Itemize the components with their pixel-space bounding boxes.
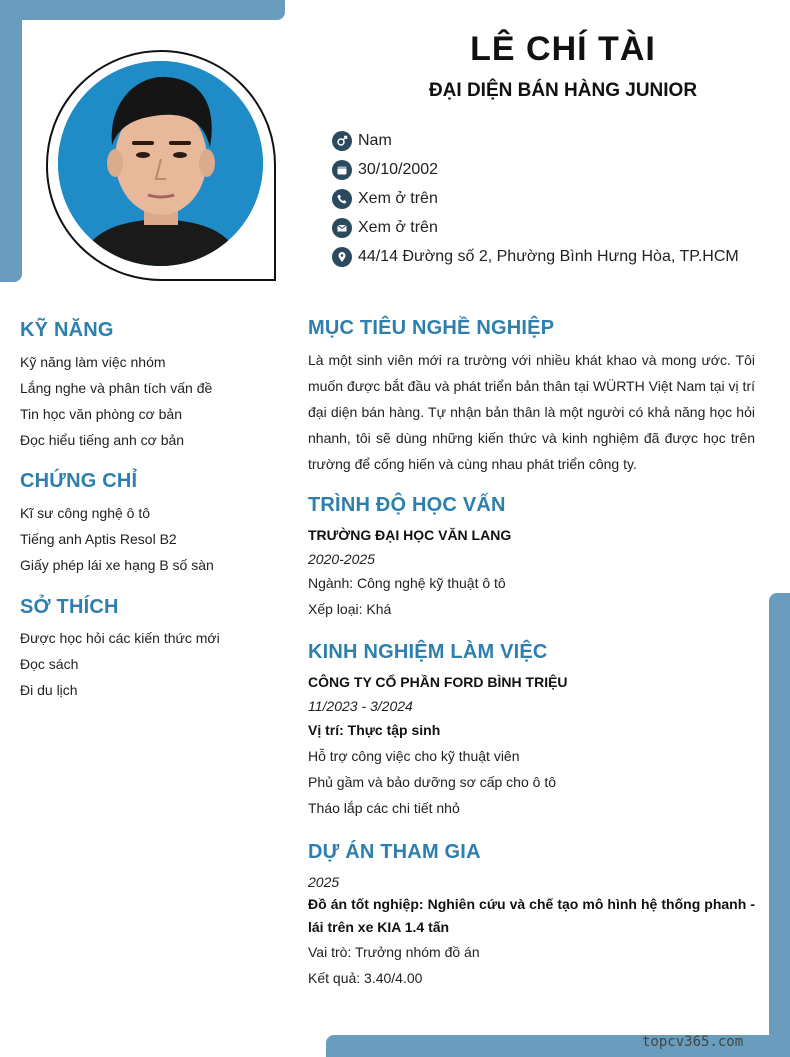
education-rank: Xếp loại: Khá xyxy=(308,601,392,617)
calendar-icon xyxy=(332,160,352,180)
certificate-item: Giấy phép lái xe hạng B số sàn xyxy=(20,557,214,573)
experience-position: Vị trí: Thực tập sinh xyxy=(308,722,441,738)
contact-email xyxy=(332,216,438,240)
skill-item: Đọc hiểu tiếng anh cơ bản xyxy=(20,432,185,448)
projects-heading: DỰ ÁN THAM GIA xyxy=(308,841,481,863)
experience-task: Tháo lắp các chi tiết nhỏ xyxy=(308,800,460,816)
project-year: 2025 xyxy=(308,874,340,890)
experience-task: Phủ gầm và bảo dưỡng sơ cấp cho ô tô xyxy=(308,774,556,790)
candidate-name: LÊ CHÍ TÀI xyxy=(470,30,656,68)
contact-phone xyxy=(332,187,438,211)
experience-task: Hỗ trợ công việc cho kỹ thuật viên xyxy=(308,748,520,764)
contact-value[interactable]: Xem ở trên xyxy=(358,219,438,236)
job-title: ĐẠI DIỆN BÁN HÀNG JUNIOR xyxy=(428,80,698,101)
contact-gender xyxy=(332,129,392,153)
contact-birthday xyxy=(332,158,438,182)
certificates-heading: CHỨNG CHỈ xyxy=(20,470,138,492)
corner-bar-right xyxy=(769,593,790,1057)
certificate-item: Tiếng anh Aptis Resol B2 xyxy=(20,531,177,547)
contact-value: Nam xyxy=(358,132,392,149)
profile-photo xyxy=(58,61,263,266)
hobbies-heading: SỞ THÍCH xyxy=(20,596,119,618)
contact-value[interactable]: Xem ở trên xyxy=(358,190,438,207)
watermark: topcv365.com xyxy=(642,1034,744,1050)
phone-icon xyxy=(332,189,352,209)
hobby-item: Được học hỏi các kiến thức mới xyxy=(20,630,220,646)
skill-item: Lắng nghe và phân tích vấn đề xyxy=(20,380,213,396)
objective-text: Là một sinh viên mới ra trường với nhiều khát khao và mong ước. Tôi muốn được bắt đầu và phát triển bản thân tại WÜRTH Việt Nam tại vị trí đại diện bán hàng. Tự nhận bản thân là một người có khả năng học hỏi nhanh, tôi sẽ dùng những kiến thức và kinh nghiệm đã được học trên trường để cống hiến và cùng nhau phát triển công ty. xyxy=(308,352,755,472)
contact-address xyxy=(332,245,739,269)
project-result: Kết quả: 3.40/4.00 xyxy=(308,970,423,986)
corner-bar-left xyxy=(0,0,22,282)
education-period: 2020-2025 xyxy=(308,551,375,567)
location-icon xyxy=(332,247,352,267)
gender-icon xyxy=(332,131,352,151)
company-name: CÔNG TY CỔ PHẦN FORD BÌNH TRIỆU xyxy=(308,674,568,690)
education-heading: TRÌNH ĐỘ HỌC VẤN xyxy=(308,494,506,516)
email-icon xyxy=(332,218,352,238)
certificate-item: Kĩ sư công nghệ ô tô xyxy=(20,505,151,521)
project-name: Đồ án tốt nghiệp: Nghiên cứu và chế tạo mô hình hệ thống phanh - lái trên xe KIA 1.4 tấn xyxy=(308,896,755,935)
contact-value: 30/10/2002 xyxy=(358,161,439,178)
contact-value: 44/14 Đường số 2, Phường Bình Hưng Hòa, TP.HCM xyxy=(358,248,739,265)
objective-heading: MỤC TIÊU NGHỀ NGHIỆP xyxy=(308,317,555,339)
hobby-item: Đọc sách xyxy=(20,656,79,672)
project-role: Vai trò: Trưởng nhóm đồ án xyxy=(308,944,480,960)
hobby-item: Đi du lịch xyxy=(20,682,78,698)
education-major: Ngành: Công nghệ kỹ thuật ô tô xyxy=(308,575,506,591)
experience-heading: KINH NGHIỆM LÀM VIỆC xyxy=(308,641,548,663)
school-name: TRƯỜNG ĐẠI HỌC VĂN LANG xyxy=(308,527,512,543)
skill-item: Kỹ năng làm việc nhóm xyxy=(20,354,166,370)
corner-bar-top xyxy=(0,0,285,20)
skill-item: Tin học văn phòng cơ bản xyxy=(20,406,182,422)
experience-period: 11/2023 - 3/2024 xyxy=(308,698,413,714)
skills-heading: KỸ NĂNG xyxy=(20,319,114,341)
